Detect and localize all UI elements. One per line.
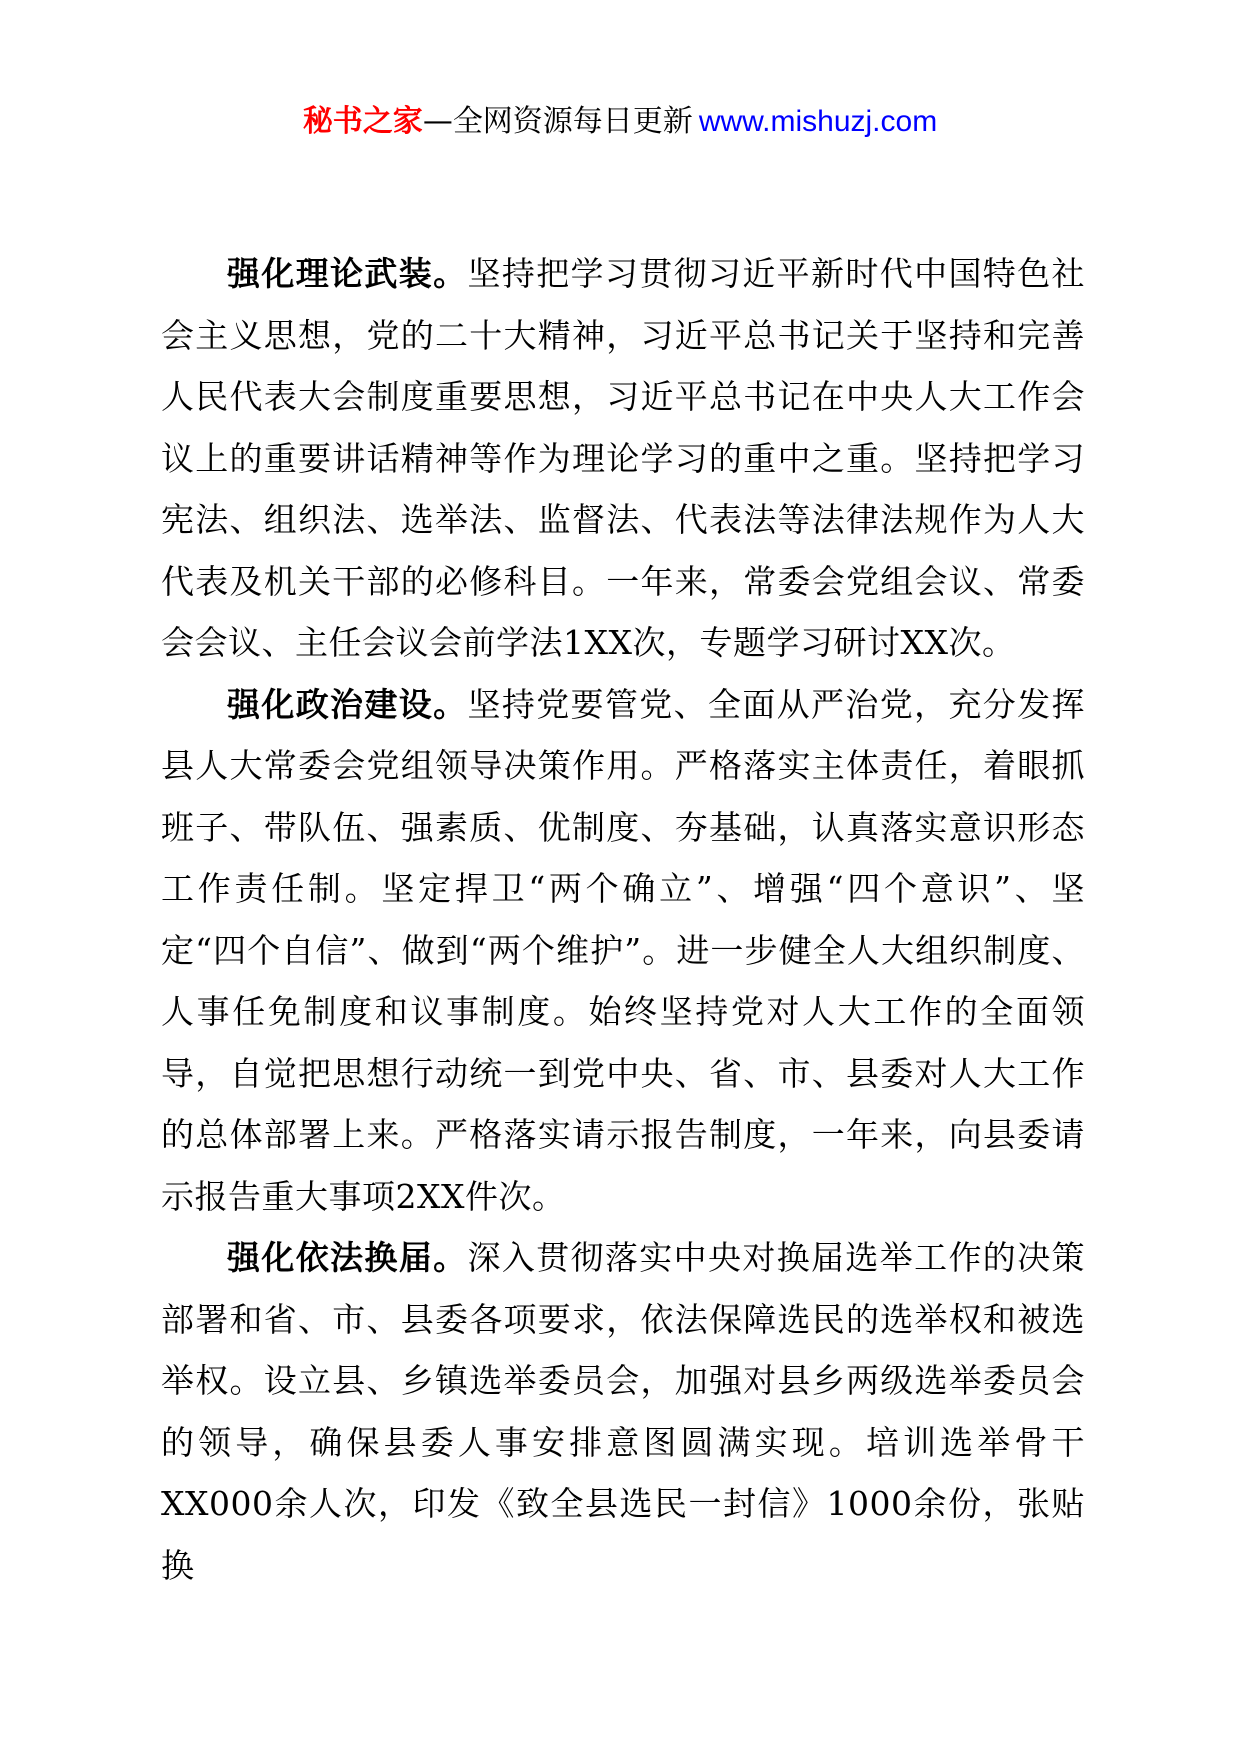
paragraph-heading: 强化政治建设。 — [227, 684, 468, 724]
site-banner — [0, 100, 1240, 144]
paragraph-text: 深入贯彻落实中央对换届选举工作的决策部署和省、市、县委各项要求，依法保障选民的选举权和被选举权。设立县、乡镇选举委员会，加强对县乡两级选举委员会的领导，确保县委人事安排意图圆满实现。培训选举骨干XX000余人次，印发《致全县选民一封信》1000余份，张贴换 — [161, 1238, 1086, 1585]
paragraph-election — [161, 1227, 1085, 1596]
paragraph-theory — [161, 243, 1085, 674]
document-body — [161, 243, 1085, 1596]
paragraph-politics — [161, 674, 1085, 1228]
paragraph-text: 坚持把学习贯彻习近平新时代中国特色社会主义思想，党的二十大精神，习近平总书记关于坚持和完善人民代表大会制度重要思想，习近平总书记在中央人大工作会议上的重要讲话精神等作为理论学习的重中之重。坚持把学习宪法、组织法、选举法、监督法、代表法等法律法规作为人大代表及机关干部的必修科目。一年来，常委会党组会议、常委会会议、主任会议会前学法1XX次，专题学习研讨XX次。 — [161, 254, 1086, 662]
paragraph-text: 坚持党要管党、全面从严治党，充分发挥县人大常委会党组领导决策作用。严格落实主体责任，着眼抓班子、带队伍、强素质、优制度、夯基础，认真落实意识形态工作责任制。坚定捍卫“两个确立”、增强“四个意识”、坚定“四个自信”、做到“两个维护”。进一步健全人大组织制度、人事任免制度和议事制度。始终坚持党对人大工作的全面领导，自觉把思想行动统一到党中央、省、市、县委对人大工作的总体部署上来。严格落实请示报告制度，一年来，向县委请示报告重大事项2XX件次。 — [161, 684, 1086, 1216]
paragraph-heading: 强化理论武装。 — [227, 254, 468, 293]
brand-name: 秘书之家 — [302, 104, 423, 139]
paragraph-heading: 强化依法换届。 — [227, 1238, 468, 1277]
site-url-link[interactable]: www.mishuzj.com — [698, 105, 938, 138]
banner-tagline: —全网资源每日更新 — [422, 104, 693, 139]
